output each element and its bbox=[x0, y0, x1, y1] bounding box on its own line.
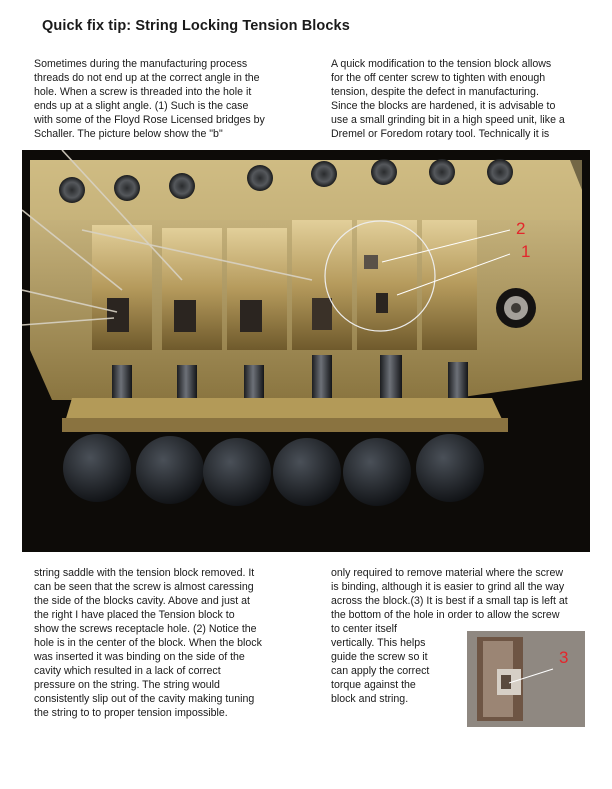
tension-block-inset-photo bbox=[467, 631, 585, 727]
intro-paragraph-right: A quick modification to the tension block allows for the off center screw to tighten with enough tension, despite the defect in manufacturing. Since the blocks are hardened, it is advisable to use a small grinding bit in a high speed unit, like a Dremel or Foredom rotary tool. Technically it is bbox=[331, 58, 565, 140]
intro-paragraph-left: Sometimes during the manufacturing process threads do not end up at the correct angle in the hole. When a screw is threaded into the hole it ends up at a slight angle. (1) Such is the case with some of the Floyd Rose Licensed bridges by Schaller. The picture below show the "b" bbox=[34, 58, 265, 140]
callout-label-1: 1 bbox=[521, 242, 531, 261]
body-paragraph-right: only required to remove material where the screw is binding, although it is easier to grind all the way across the block.(3) It is best if a small tap is left at the bottom of the hole in order to allow the screw to center itself vertically. This helps guide the screw so it can apply the correct torque against the block and string. bbox=[331, 567, 568, 705]
fine-tuner-knobs bbox=[63, 434, 484, 506]
callout-label-2: 2 bbox=[516, 219, 526, 238]
bridge-photo bbox=[22, 150, 590, 552]
article-title: Quick fix tip: String Locking Tension Blocks bbox=[42, 18, 350, 34]
callout-label-3: 3 bbox=[559, 648, 569, 667]
body-paragraph-left: string saddle with the tension block removed. It can be seen that the screw is almost caressing the side of the blocks cavity. Above and just at the right I have placed the Tension block to show the screws receptacle hole. (2) Notice the hole is in the center of the block. When the block was inserted it was binding on the side of the cavity which resulted in a lack of correct pressure on the string. The string would consistently slip out of the cavity making tuning the string to to proper tension impossible. bbox=[34, 567, 262, 719]
